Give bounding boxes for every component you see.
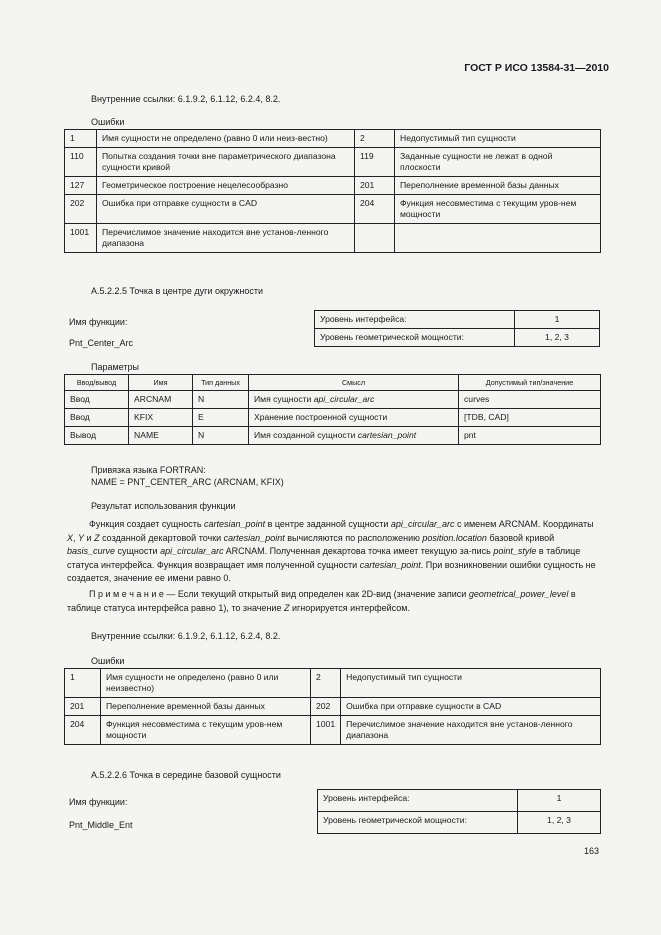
table-cell: 202 <box>65 195 97 224</box>
section-title-a52226: А.5.2.2.6 Точка в середине базовой сущности <box>91 770 281 780</box>
table-cell: 119 <box>355 148 395 177</box>
parameters-title: Параметры <box>91 362 139 372</box>
function-name-label-2: Имя функции: <box>69 797 128 807</box>
section-title-a52225: А.5.2.2.5 Точка в центре дуги окружности <box>91 286 264 296</box>
table-cell: 1001 <box>65 224 97 253</box>
table-cell: 1 <box>65 130 97 148</box>
table-cell: Вывод <box>65 427 129 445</box>
function-name-value: Pnt_Center_Arc <box>69 338 134 348</box>
page-number: 163 <box>583 846 599 856</box>
table-cell: Переполнение временной базы данных <box>101 698 311 716</box>
geometry-level-label: Уровень геометрической мощности: <box>315 329 515 347</box>
result-title: Результат использования функции <box>91 501 236 511</box>
table-cell: 201 <box>355 177 395 195</box>
note-paragraph: П р и м е ч а н и е — Если текущий открытый вид определен как 2D-вид (значение записи geometrical_power_level в таблице статуса интерфейса равно 1), то значение Z игнорируется интерфейсом. <box>67 589 576 613</box>
table-cell: Имя сущности не определено (равно 0 или неиз-вестно) <box>97 130 355 148</box>
parameter-row <box>65 409 601 427</box>
table-cell: NAME <box>129 427 193 445</box>
interface-level-table-2 <box>317 789 601 834</box>
table-cell: Ввод <box>65 409 129 427</box>
errors-table-1 <box>64 129 601 253</box>
table-cell: 127 <box>65 177 97 195</box>
table-cell: Функция несовместима с текущим уров-нем мощности <box>395 195 601 224</box>
error-row <box>65 224 601 253</box>
interface-level-label-2: Уровень интерфейса: <box>318 790 518 812</box>
parameter-row <box>65 391 601 409</box>
table-cell: Ошибка при отправке сущности в CAD <box>341 698 601 716</box>
error-row <box>65 148 601 177</box>
column-header: Смысл <box>249 375 459 391</box>
column-header: Тип данных <box>193 375 249 391</box>
table-cell: curves <box>459 391 601 409</box>
table-cell: 1001 <box>311 716 341 745</box>
table-cell: Переполнение временной базы данных <box>395 177 601 195</box>
table-cell: Попытка создания точки вне параметрического диапазона сущности кривой <box>97 148 355 177</box>
parameter-row <box>65 427 601 445</box>
table-cell: Имя сущности api_circular_arc <box>249 391 459 409</box>
table-cell: Имя созданной сущности cartesian_point <box>249 427 459 445</box>
document-header: ГОСТ Р ИСО 13584-31—2010 <box>464 62 609 74</box>
table-cell <box>395 224 601 253</box>
table-cell: E <box>193 409 249 427</box>
table-cell: 202 <box>311 698 341 716</box>
errors-title-1: Ошибки <box>91 117 125 127</box>
table-cell: Заданные сущности не лежат в одной плоскости <box>395 148 601 177</box>
error-row <box>65 130 601 148</box>
table-cell: 1 <box>65 669 101 698</box>
interface-level-label: Уровень интерфейса: <box>315 311 515 329</box>
interface-level-table-1 <box>314 310 600 347</box>
table-cell: pnt <box>459 427 601 445</box>
table-cell: N <box>193 427 249 445</box>
error-row <box>65 669 601 698</box>
table-cell: Перечислимое значение находится вне установ-ленного диапазона <box>341 716 601 745</box>
function-name-label: Имя функции: <box>69 317 128 327</box>
function-name-value-2: Pnt_Middle_Ent <box>69 820 133 830</box>
table-cell: 204 <box>355 195 395 224</box>
table-cell: Геометрическое построение нецелесообразно <box>97 177 355 195</box>
table-cell: Недопустимый тип сущности <box>341 669 601 698</box>
fortran-code: NAME = PNT_CENTER_ARC (ARCNAM, KFIX) <box>91 477 284 487</box>
fortran-title: Привязка языка FORTRAN: <box>91 465 206 475</box>
error-row <box>65 177 601 195</box>
table-cell: ARCNAM <box>129 391 193 409</box>
errors-table-2 <box>64 668 601 745</box>
table-cell: 201 <box>65 698 101 716</box>
table-cell: 204 <box>65 716 101 745</box>
internal-refs-1: Внутренние ссылки: 6.1.9.2, 6.1.12, 6.2.4, 8.2. <box>91 94 281 104</box>
column-header: Допустимый тип/значение <box>459 375 601 391</box>
table-cell: Хранение построенной сущности <box>249 409 459 427</box>
geometry-level-value-2: 1, 2, 3 <box>518 812 601 834</box>
column-header: Ввод/вывод <box>65 375 129 391</box>
parameters-table <box>64 374 601 445</box>
error-row <box>65 716 601 745</box>
table-cell: Ошибка при отправке сущности в CAD <box>97 195 355 224</box>
errors-title-2: Ошибки <box>91 656 125 666</box>
table-cell: Перечислимое значение находится вне установ-ленного диапазона <box>97 224 355 253</box>
table-cell: Имя сущности не определено (равно 0 или неизвестно) <box>101 669 311 698</box>
table-cell: 2 <box>311 669 341 698</box>
table-cell: [TDB, CAD] <box>459 409 601 427</box>
column-header: Имя <box>129 375 193 391</box>
interface-level-value-2: 1 <box>518 790 601 812</box>
table-cell: N <box>193 391 249 409</box>
table-cell: Недопустимый тип сущности <box>395 130 601 148</box>
internal-refs-2: Внутренние ссылки: 6.1.9.2, 6.1.12, 6.2.4, 8.2. <box>91 631 281 641</box>
error-row <box>65 195 601 224</box>
table-cell: 2 <box>355 130 395 148</box>
interface-level-value: 1 <box>515 311 600 329</box>
table-cell: KFIX <box>129 409 193 427</box>
geometry-level-value: 1, 2, 3 <box>515 329 600 347</box>
note-label: П р и м е ч а н и е <box>89 589 164 599</box>
error-row <box>65 698 601 716</box>
geometry-level-label-2: Уровень геометрической мощности: <box>318 812 518 834</box>
table-cell: 110 <box>65 148 97 177</box>
table-cell: Функция несовместима с текущим уров-нем мощности <box>101 716 311 745</box>
table-cell: Ввод <box>65 391 129 409</box>
table-cell <box>355 224 395 253</box>
result-paragraph: Функция создает сущность cartesian_point в центре заданной сущности api_circular_arc с именем ARCNAM. Координаты X, Y и Z созданной декартовой точки cartesian_point вычисляются по расположению position.location базовой кривой basis_curve сущности api_circular_arc ARCNAM. Полученная декартова точка имеет текущую за-пись point_style в таблице статуса интерфейса. Функция возвращает имя полученной сущности cartesian_point. При возникновении ошибки сущность не создается, значение ее имени равно 0. <box>67 519 596 583</box>
